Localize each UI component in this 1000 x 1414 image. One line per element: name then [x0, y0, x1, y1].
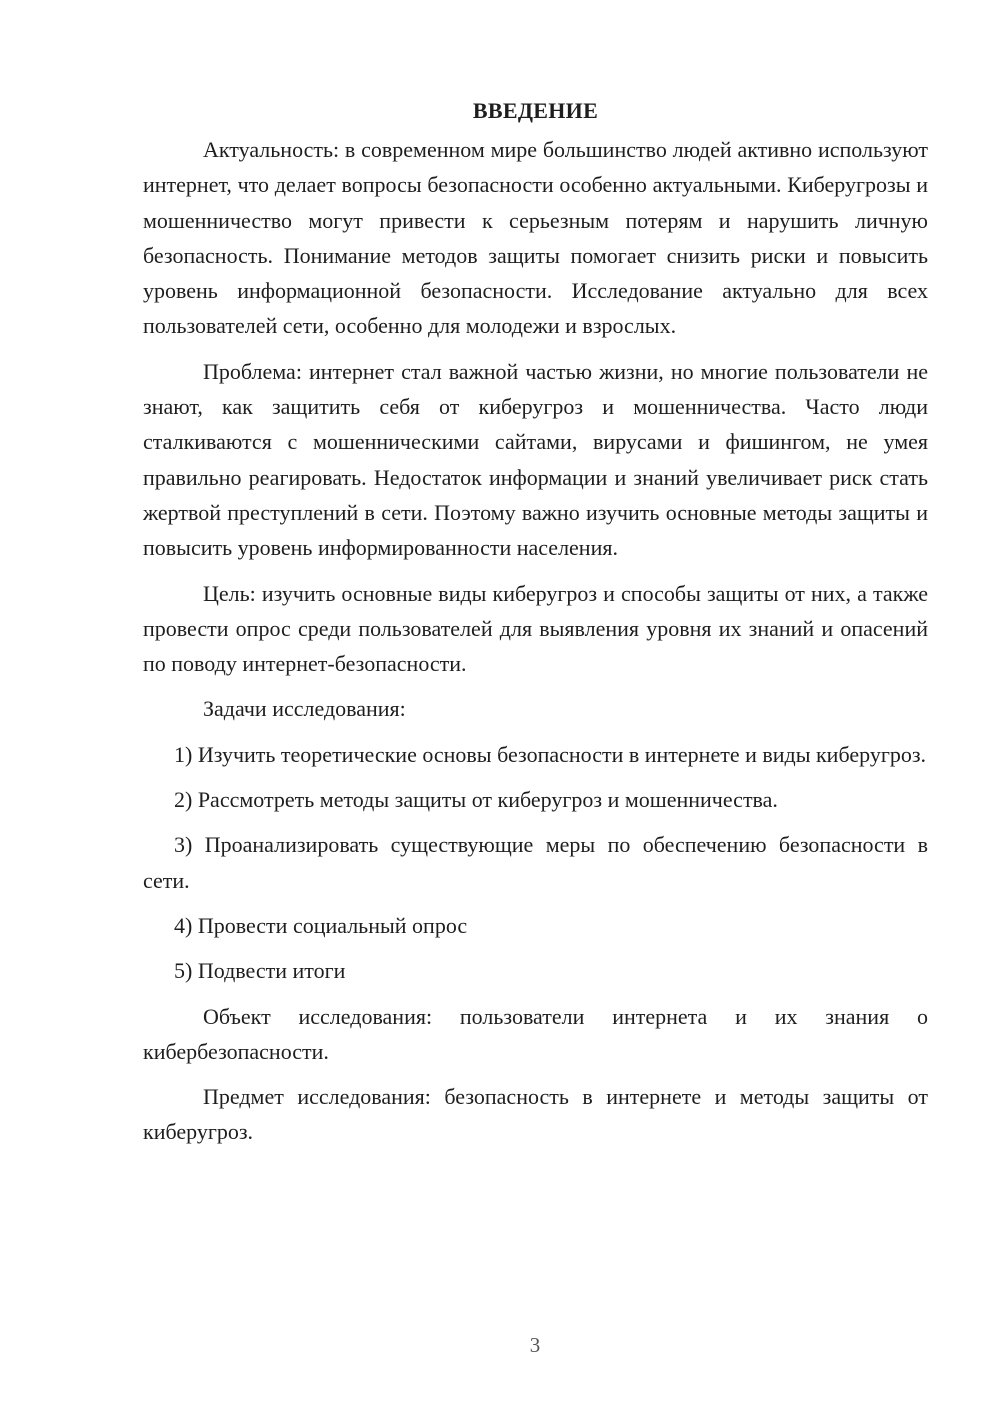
tasks-heading: Задачи исследования: — [203, 696, 406, 722]
page-title: ВВЕДЕНИЕ — [472, 98, 599, 123]
task-item-5: 5) Подвести итоги — [174, 958, 346, 984]
paragraph-goal: Цель: изучить основные виды киберугроз и способы защиты от них, а также провести опрос среди пользователей для выявления уровня их знаний и опасений по поводу интернет-безопасности. — [143, 580, 928, 677]
task-item-3: 3) Проанализировать существующие меры по обеспечению безопасности в сети. — [143, 832, 928, 893]
task-item-1: 1) Изучить теоретические основы безопасности в интернете и виды киберугроз. — [174, 741, 927, 767]
task-item-2: 2) Рассмотреть методы защиты от киберугроз и мошенничества. — [174, 787, 778, 813]
task-item-4: 4) Провести социальный опрос — [174, 912, 468, 938]
document-page — [143, 96, 928, 1160]
paragraph-object: Объект исследования: пользователи интернета и их знания о кибербезопасности. — [143, 1003, 928, 1064]
paragraph-subject: Предмет исследования: безопасность в интернете и методы защиты от киберугроз. — [143, 1084, 928, 1145]
paragraph-relevance: Актуальность: в современном мире большинство людей активно используют интернет, что делает вопросы безопасности особенно актуальными. Киберугрозы и мошенничество могут привести к серьезным потерям и нарушить личную безопасность. Понимание методов защиты помогает снизить риски и повысить уровень информационной безопасности. Исследование актуально для всех пользователей сети, особенно для молодежи и взрослых. — [143, 137, 928, 339]
paragraph-problem: Проблема: интернет стал важной частью жизни, но многие пользователи не знают, как защитить себя от киберугроз и мошенничества. Часто люди сталкиваются с мошенническими сайтами, вирусами и фишингом, не умея правильно реагировать. Недостаток информации и знаний увеличивает риск стать жертвой преступлений в сети. Поэтому важно изучить основные методы защиты и повысить уровень информированности населения. — [143, 358, 928, 561]
page-number: 3 — [529, 1333, 541, 1357]
